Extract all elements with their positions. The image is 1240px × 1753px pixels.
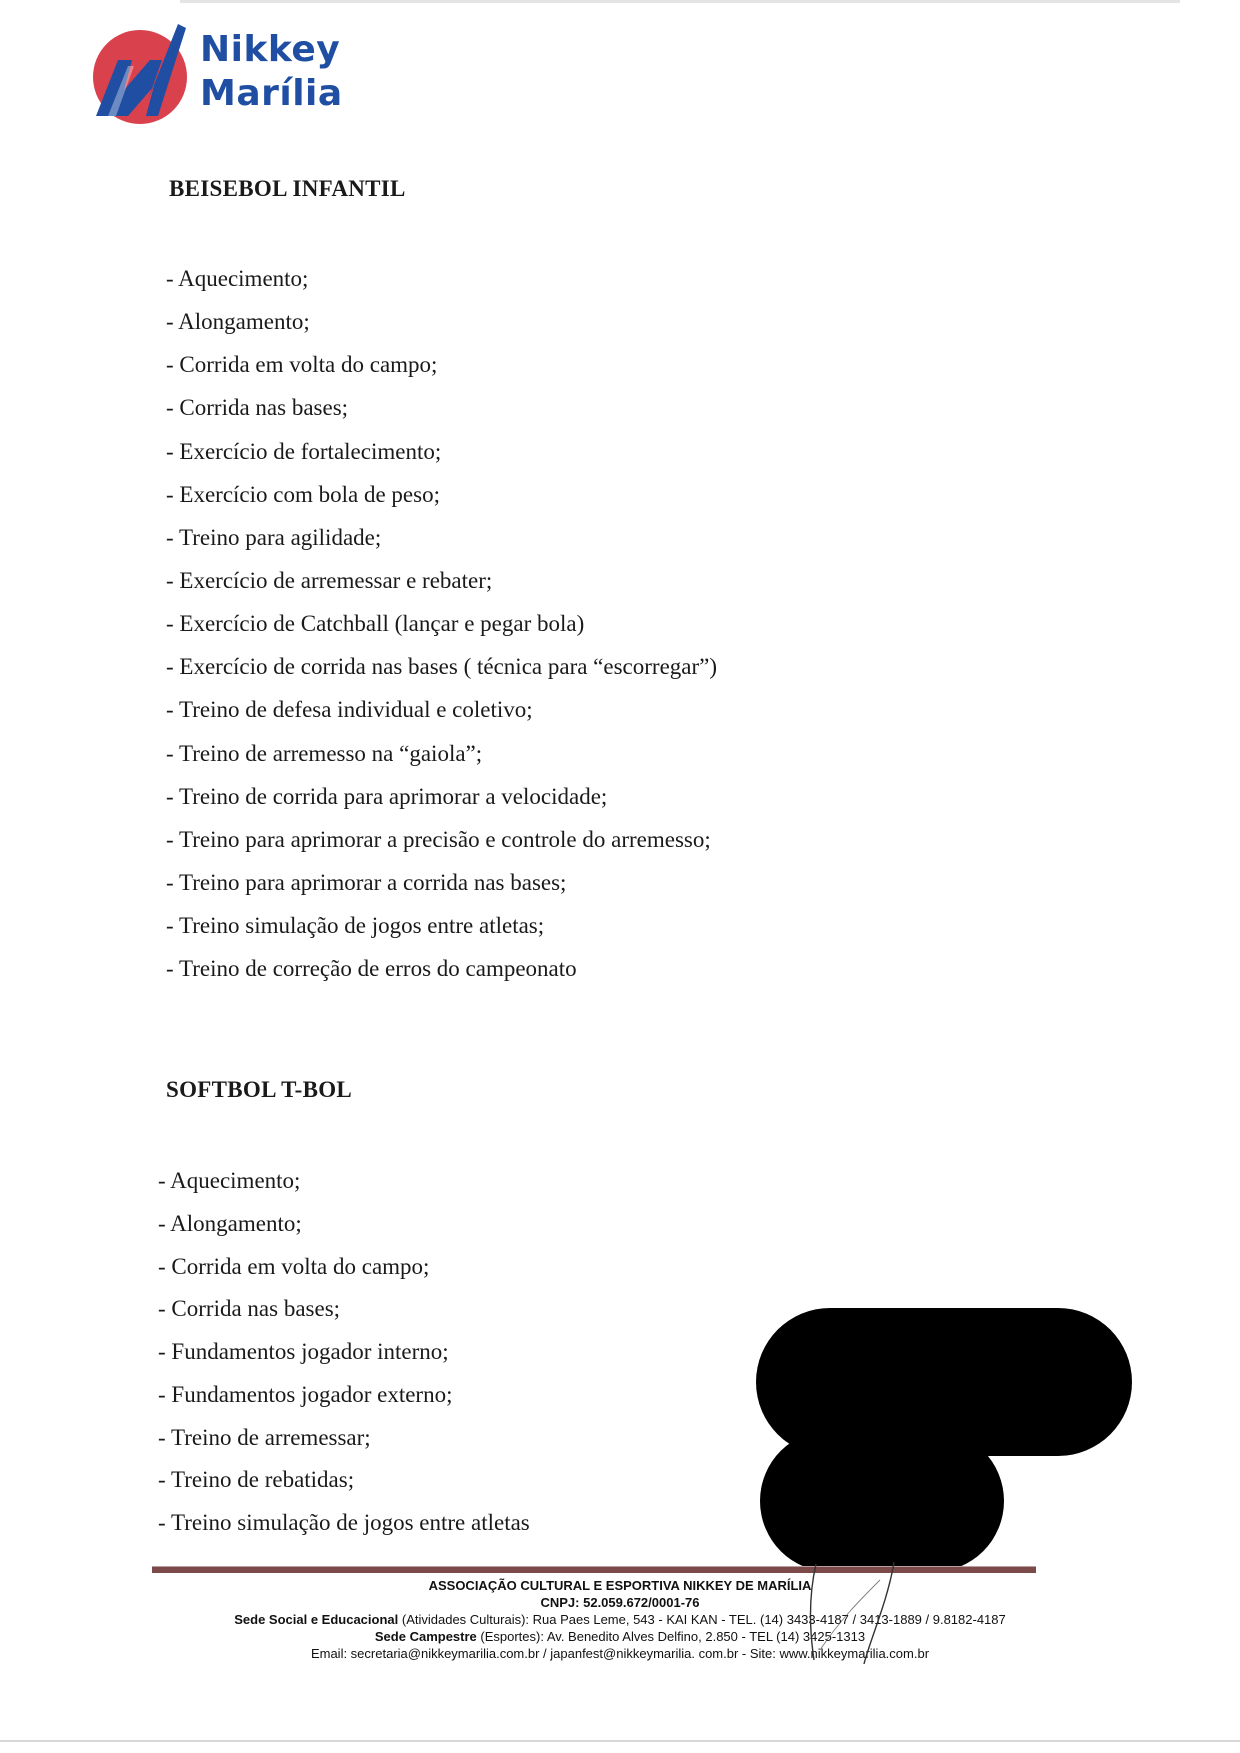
list-item: - Exercício de corrida nas bases ( técnica para “escorregar”) (166, 654, 718, 680)
footer-sede-campestre (0, 1628, 1240, 1645)
footer-org-name: ASSOCIAÇÃO CULTURAL E ESPORTIVA NIKKEY DE MARÍLIA (428, 1578, 812, 1593)
list-item: - Alongamento; (166, 309, 310, 335)
footer-sede-campestre-text: (Esportes): Av. Benedito Alves Delfino, 2.850 - TEL (14) 3425-1313 (476, 1629, 866, 1644)
footer-sede-social (0, 1611, 1240, 1628)
section-title-softbol: SOFTBOL T-BOL (166, 1077, 353, 1102)
scan-edge-top (180, 0, 1180, 3)
list-item: - Fundamentos jogador externo; (158, 1381, 453, 1407)
list-item: - Treino simulação de jogos entre atletas; (166, 913, 545, 939)
footer-contact: Email: secretaria@nikkeymarilia.com.br / japanfest@nikkeymarilia. com.br - Site: www.nikkeymarilia.com.br (310, 1646, 930, 1661)
footer-sede-social-text: (Atividades Culturais): Rua Paes Leme, 543 - KAI KAN - TEL. (14) 3433-4187 / 3413-1889 / 9.8182-4187 (398, 1612, 1006, 1627)
section-title-beisebol: BEISEBOL INFANTIL (169, 176, 406, 201)
list-item: - Treino de arremessar; (158, 1424, 371, 1450)
list-item: - Treino de rebatidas; (158, 1467, 355, 1493)
scan-edge-bottom (0, 1740, 1240, 1742)
list-item: - Exercício de fortalecimento; (166, 438, 442, 464)
list-item: - Alongamento; (158, 1210, 302, 1236)
list-item: - Fundamentos jogador interno; (158, 1339, 449, 1364)
list-item: - Treino para agilidade; (166, 524, 382, 550)
list-item: - Treino para aprimorar a corrida nas bases; (166, 869, 567, 895)
footer-sede-social-label: Sede Social e Educacional (234, 1612, 399, 1627)
list-item: - Exercício de arremessar e rebater; (166, 567, 493, 593)
list-item: - Corrida em volta do campo; (166, 352, 438, 378)
list-item: - Corrida em volta do campo; (158, 1253, 430, 1279)
list-item: - Corrida nas bases; (166, 395, 349, 421)
list-item: - Corrida nas bases; (158, 1296, 341, 1322)
redaction-block (760, 1430, 1004, 1572)
letterhead-footer (0, 1577, 1240, 1662)
nikkey-marilia-logo (88, 20, 368, 130)
footer-cnpj: CNPJ: 52.059.672/0001-76 (540, 1595, 700, 1610)
signature-strokes (800, 1560, 900, 1670)
list-item: - Treino para aprimorar a precisão e controle do arremesso; (166, 826, 711, 852)
list-item: - Treino de defesa individual e coletivo; (166, 697, 533, 723)
list-item: - Aquecimento; (166, 266, 309, 291)
list-item: - Treino de corrida para aprimorar a velocidade; (166, 783, 608, 809)
logo-emblem-icon (88, 20, 198, 130)
footer-sede-campestre-label: Sede Campestre (374, 1629, 477, 1644)
footer-divider (152, 1566, 1036, 1573)
list-item: - Treino de correção de erros do campeonato (166, 956, 577, 982)
list-item: - Exercício com bola de peso; (166, 481, 440, 507)
logo-text-nikkey: Nikkey (200, 29, 341, 70)
list-item: - Aquecimento; (158, 1168, 301, 1193)
softbol-activity-list (158, 1159, 530, 1544)
list-item: - Treino simulação de jogos entre atletas (158, 1510, 530, 1535)
logo-text-marilia: Marília (200, 73, 343, 114)
list-item: - Treino de arremesso na “gaiola”; (166, 740, 483, 766)
beisebol-activity-list (166, 257, 717, 990)
list-item: - Exercício de Catchball (lançar e pegar bola) (166, 611, 585, 637)
